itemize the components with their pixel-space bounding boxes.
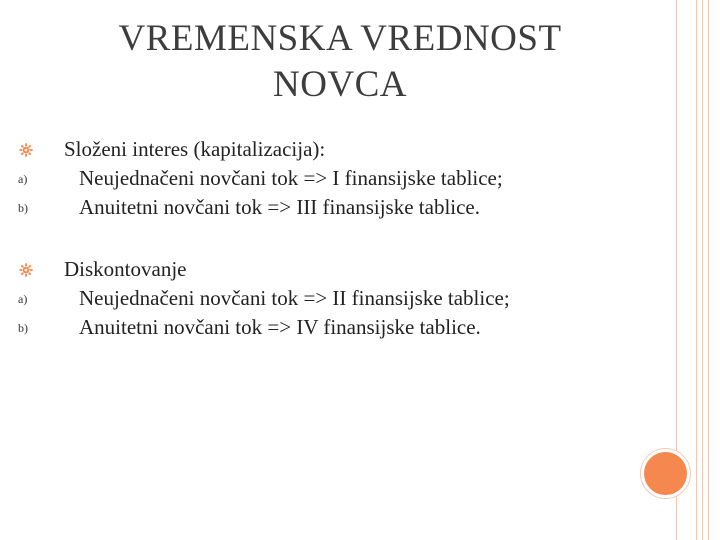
list-item-text: Neujednačeni novčani tok => I finansijske tablice; xyxy=(79,166,503,190)
list-item xyxy=(0,193,640,222)
frame-line xyxy=(702,0,703,540)
section-heading-row xyxy=(0,135,640,164)
list-marker: a) xyxy=(18,172,28,186)
title-line-1: VREMENSKA VREDNOST xyxy=(118,18,562,59)
section-heading: Složeni interes (kapitalizacija): xyxy=(64,137,326,161)
decorative-circle xyxy=(641,449,690,498)
list-item xyxy=(0,313,640,342)
slide-content xyxy=(0,135,640,342)
list-item-text: Anuitetni novčani tok => IV finansijske tablice. xyxy=(79,315,481,339)
title-line-2: NOVCA xyxy=(272,64,408,105)
list-marker: b) xyxy=(18,201,28,215)
list-marker: b) xyxy=(18,321,28,335)
frame-line xyxy=(696,0,697,540)
section-heading: Diskontovanje xyxy=(64,257,187,281)
list-item xyxy=(0,284,640,313)
sun-gear-icon xyxy=(19,263,33,277)
list-marker: a) xyxy=(18,292,28,306)
slide-title xyxy=(60,16,620,108)
section-spacer xyxy=(0,222,640,255)
section-heading-row xyxy=(0,255,640,284)
list-item-text: Anuitetni novčani tok => III finansijske tablice. xyxy=(79,195,480,219)
list-item-text: Neujednačeni novčani tok => II finansijske tablice; xyxy=(79,286,510,310)
list-item xyxy=(0,164,640,193)
sun-gear-icon xyxy=(19,143,33,157)
frame-line xyxy=(708,0,709,540)
